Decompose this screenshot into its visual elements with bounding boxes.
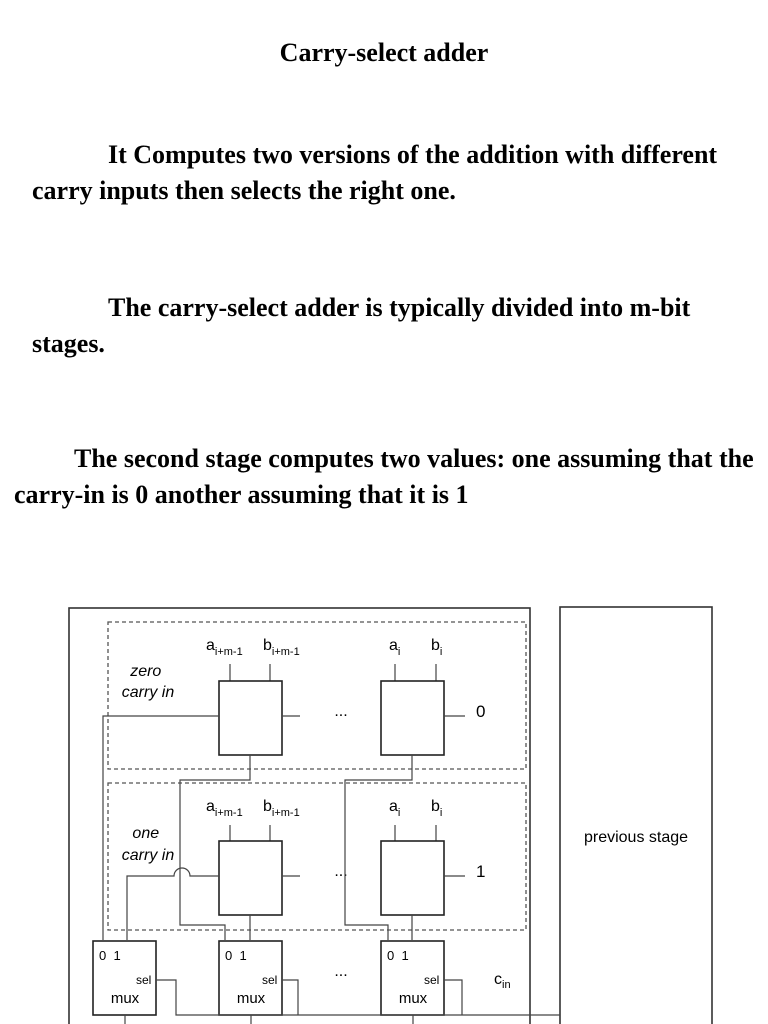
page-title: Carry-select adder [279,38,489,67]
adder-zero-high [219,681,282,755]
mux-middle-sel: sel [262,973,278,987]
one-carry-in-label: one carry in [121,825,175,864]
carry-zero-constant: 0 [476,702,486,721]
mux-right-label: mux [398,990,428,1007]
mux-middle-label: mux [236,990,266,1007]
input-a-high-top: $a_{i+m-1}$ [206,637,243,658]
paragraph-second-stage [14,441,764,513]
carry-in-label: $c_{in}$ [494,971,511,991]
previous-stage-label: previous stage [583,829,689,846]
adder-one-low [381,841,444,915]
carry-select-adder-diagram [0,590,768,1024]
adder-one-high [219,841,282,915]
zero-carry-in-label: zero carry in [121,663,175,701]
mux-right-inputs: 0 1 [387,948,409,963]
carry-one-constant: 1 [476,862,486,881]
input-b-low-bottom: $b_i$ [431,798,443,819]
mux-left-inputs: 0 1 [99,948,121,963]
input-b-low-top: $b_i$ [431,637,443,658]
mux-left-label: mux [110,990,140,1007]
mux-middle-inputs: 0 1 [225,948,247,963]
ellipsis-middle: ... [334,863,348,880]
paragraph-text: The carry-select adder is typically divided into m-bit stages. [32,293,691,358]
paragraph-text: It Computes two versions of the addition with different carry inputs then selects the right one. [32,140,718,205]
mux-left-sel: sel [136,973,152,987]
paragraph-text: The second stage computes two values: one assuming that the carry-in is 0 another assuming that it is 1 [14,444,754,509]
input-a-low-bottom: $a_i$ [389,798,401,819]
input-a-low-top: $a_i$ [389,637,401,658]
paragraph-two-versions [32,137,752,209]
input-b-high-bottom: $b_{i+m-1}$ [263,798,300,819]
adder-zero-low [381,681,444,755]
ellipsis-top: ... [334,703,348,720]
input-a-high-bottom: $a_{i+m-1}$ [206,798,243,819]
ellipsis-mux: ... [334,963,348,980]
paragraph-m-bit-stages [32,290,752,362]
input-b-high-top: $b_{i+m-1}$ [263,637,300,658]
previous-stage-box [560,607,712,1024]
mux-right-sel: sel [424,973,440,987]
